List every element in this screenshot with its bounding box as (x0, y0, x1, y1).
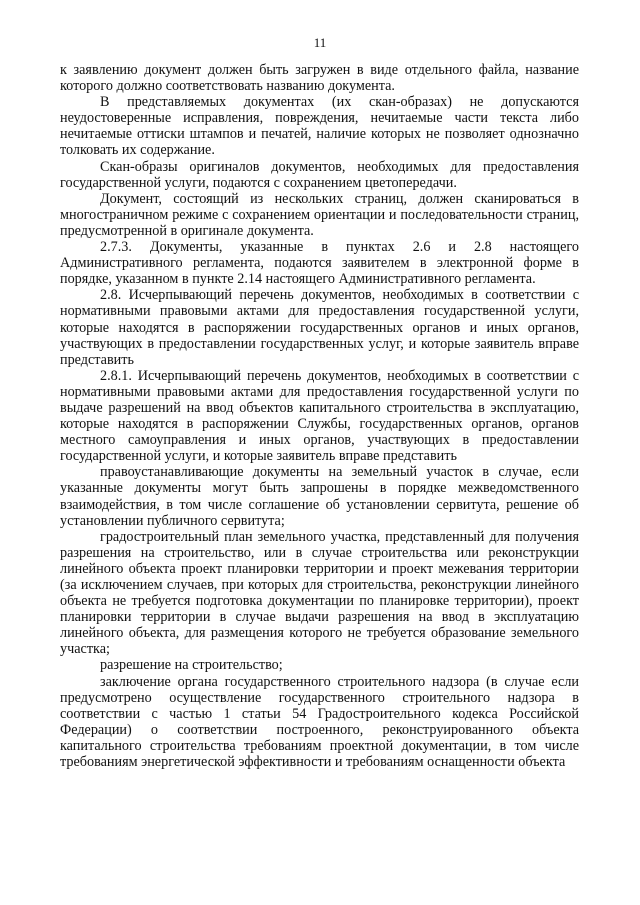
paragraph-color-scans: Скан-образы оригиналов документов, необходимых для предоставления государственной услуги, подаются с сохранением цветопередачи. (60, 158, 579, 191)
list-item-supervision-conclusion: заключение органа государственного строительного надзора (в случае если предусмотрено осуществление государственного строительного надзора в соответствии с частью 1 статьи 54 Градостроительного кодекса Российской Федерации) о соответствии построенного, реконструированного объекта капитального строительства требованиям проектной документации, в том числе требованиям энергетической эффективности и требованиям оснащенности объекта (60, 673, 579, 771)
list-item-building-permit: разрешение на строительство; (100, 657, 283, 674)
paragraph-2-8: 2.8. Исчерпывающий перечень документов, необходимых в соответствии с нормативными правовыми актами для предоставления государственной услуги, которые находятся в распоряжении государственных органов и иных органов, участвующих в предоставлении государственных услуг, и которые заявитель вправе представить (60, 287, 579, 368)
document-body (60, 62, 579, 770)
paragraph-2-7-3: 2.7.3. Документы, указанные в пунктах 2.6 и 2.8 настоящего Административного регламента, подаются заявителем в электронной форме в порядке, указанном в пункте 2.14 настоящего Административного регламента. (60, 239, 579, 288)
paragraph-2-8-1: 2.8.1. Исчерпывающий перечень документов, необходимых в соответствии с нормативными правовыми актами для предоставления государственной услуги по выдаче разрешений на ввод объектов капитального строительства в эксплуатацию, которые находятся в распоряжении Службы, государственных органов, органов местного самоуправления и иных органов, участвующих в предоставлении государственной услуги, и которые заявитель вправе представить (60, 367, 579, 465)
list-item-urban-plan: градостроительный план земельного участка, представленный для получения разрешения на строительство, или в случае строительства или реконструкции линейного объекта проект планировки территории и проект межевания территории (за исключением случаев, при которых для строительства, реконструкции линейного объекта не требуется подготовка документации по планировке территории), проект планировки территории в случае выдачи разрешения на ввод в эксплуатацию линейного объекта, для размещения которого не требуется образование земельного участка; (60, 528, 579, 658)
paragraph-no-corrections: В представляемых документах (их скан-образах) не допускаются неудостоверенные исправления, повреждения, нечитаемые части текста либо нечитаемые оттиски штампов и печатей, наличие которых не позволяет однозначно толковать их содержание. (60, 94, 579, 159)
page-number: 11 (313, 35, 327, 50)
list-item-title-documents: правоустанавливающие документы на земельный участок в случае, если указанные документы могут быть запрошены в порядке межведомственного взаимодействия, в том числе соглашение об установлении сервитута, решение об установлении публичного сервитута; (60, 464, 579, 529)
paragraph-file-upload: к заявлению документ должен быть загружен в виде отдельного файла, название которого должно соответствовать названию документа. (60, 62, 579, 95)
paragraph-multipage-scan: Документ, состоящий из нескольких страниц, должен сканироваться в многостраничном режиме с сохранением ориентации и последовательности страниц, предусмотренной в оригинале документа. (60, 190, 579, 239)
